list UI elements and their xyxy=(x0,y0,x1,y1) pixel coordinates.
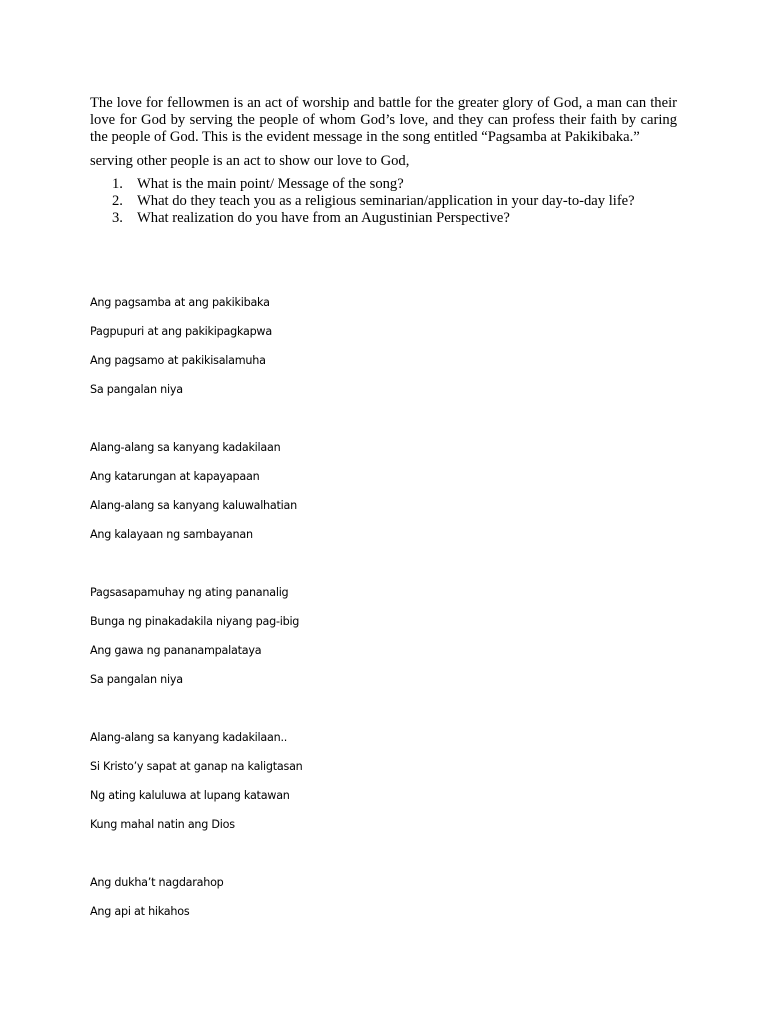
lyric-line: Ang dukha’t nagdarahop xyxy=(90,876,224,889)
intro-paragraph: The love for fellowmen is an act of worship and battle for the greater glory of God, a man can their love for God by serving the people of whom God’s love, and they can profess their faith by caring the people of God. This is the evident message in the song entitled “Pagsamba at Pakikibaka.” xyxy=(90,95,677,145)
question-text: What do they teach you as a religious seminarian/application in your day-to-day life? xyxy=(137,193,635,210)
question-number: 1. xyxy=(112,176,123,193)
lyric-line: Alang-alang sa kanyang kadakilaan.. xyxy=(90,731,288,744)
document-page xyxy=(90,95,677,227)
lyric-line: Ang api at hikahos xyxy=(90,905,190,918)
lyrics-stanza xyxy=(90,876,690,934)
lyric-line: Sa pangalan niya xyxy=(90,383,183,396)
lyric-line: Pagpupuri at ang pakikipagkapwa xyxy=(90,325,272,338)
lyric-line: Pagsasapamuhay ng ating pananalig xyxy=(90,586,289,599)
lyrics-stanza xyxy=(90,731,690,847)
question-list xyxy=(90,176,677,227)
lyric-line: Kung mahal natin ang Dios xyxy=(90,818,235,831)
lyric-line: Ang pagsamba at ang pakikibaka xyxy=(90,296,270,309)
question-item xyxy=(90,210,677,227)
lyric-line: Alang-alang sa kanyang kaluwalhatian xyxy=(90,499,297,512)
lyric-line: Ng ating kaluluwa at lupang katawan xyxy=(90,789,290,802)
lyric-line: Alang-alang sa kanyang kadakilaan xyxy=(90,441,281,454)
lyrics-stanza xyxy=(90,441,690,557)
lyric-line: Ang gawa ng pananampalataya xyxy=(90,644,262,657)
lyrics-stanza xyxy=(90,296,690,412)
lyrics-stanza xyxy=(90,586,690,702)
lyric-line: Ang pagsamo at pakikisalamuha xyxy=(90,354,266,367)
song-lyrics xyxy=(90,296,690,963)
lyric-line: Ang kalayaan ng sambayanan xyxy=(90,528,253,541)
question-text: What realization do you have from an Augustinian Perspective? xyxy=(137,210,510,227)
lyric-line: Si Kristo’y sapat at ganap na kaligtasan xyxy=(90,760,303,773)
question-number: 3. xyxy=(112,210,123,227)
question-item xyxy=(90,193,677,210)
question-text: What is the main point/ Message of the song? xyxy=(137,176,404,193)
lyric-line: Bunga ng pinakadakila niyang pag-ibig xyxy=(90,615,300,628)
question-item xyxy=(90,176,677,193)
question-number: 2. xyxy=(112,193,123,210)
lyric-line: Sa pangalan niya xyxy=(90,673,183,686)
lyric-line: Ang katarungan at kapayapaan xyxy=(90,470,260,483)
subtitle-line: serving other people is an act to show our love to God, xyxy=(90,153,410,170)
